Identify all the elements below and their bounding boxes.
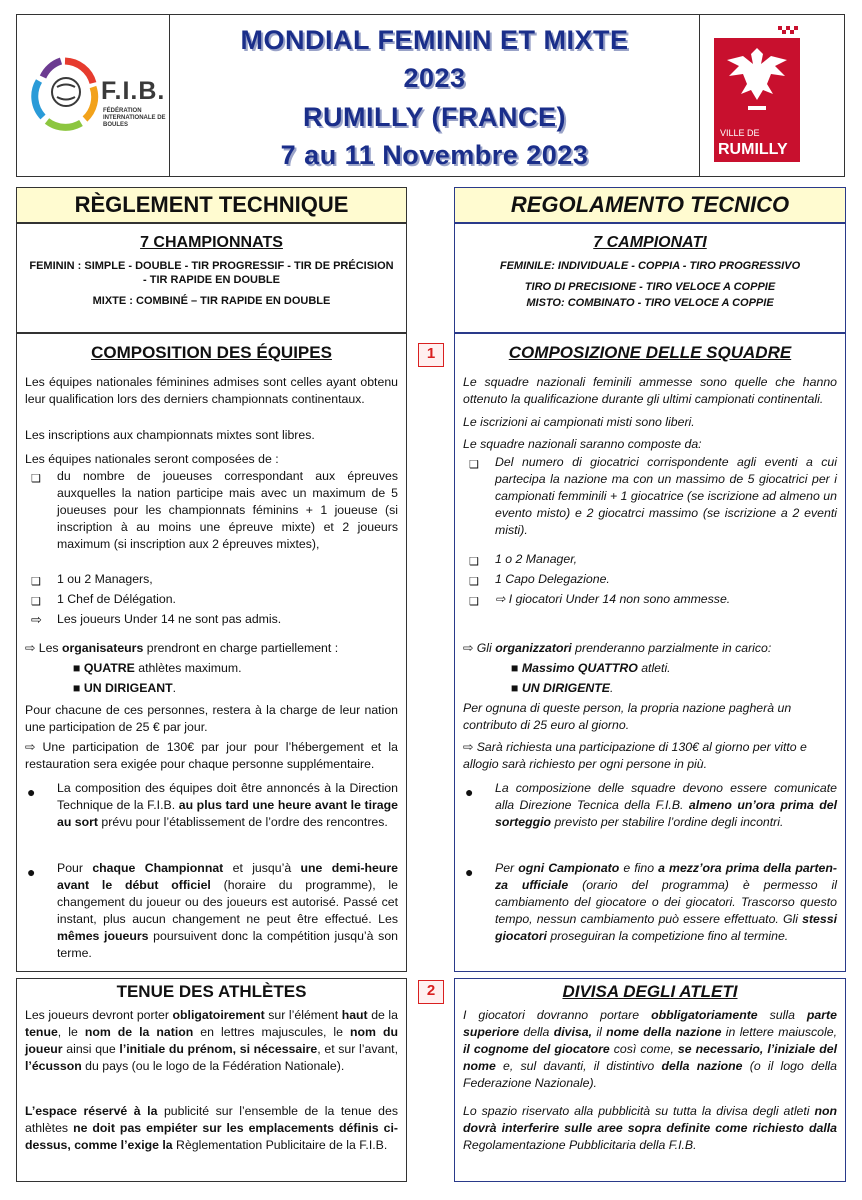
section-number-1: 1: [418, 343, 444, 367]
circle-bullet-icon: ●: [27, 784, 36, 800]
left-mixte-line: MIXTE : COMBINÉ – TIR RAPIDE EN DOUBLE: [92, 295, 331, 307]
right-organizers-line: ⇨ Gli organizzatori prenderanno parzialmente in carico:: [463, 641, 772, 655]
ville-logo-line1: VILLE DE: [720, 128, 760, 138]
right-p5: ⇨ Sarà richiesta una participazione di 130€ al giorno per vitto e allogio sarà richiesto per ogni persone in più.: [463, 740, 807, 771]
right-line1: FEMINILE: INDIVIDUALE - COPPIA - TIRO PROGRESSIVO: [499, 260, 801, 272]
right-c2: Per ogni Campionato e fino a mezz’ora prima della parten-za ufficiale (orario del programma) è permesso il cambiamento del giocatore o dei giocatori. Trascorso questo tempo, nessun cambiamento può essere effettuato. Gli stessi giocatori proseguiran la competizione fino al termine.: [495, 861, 837, 943]
checkbox-bullet-icon: ❑: [31, 473, 41, 485]
right-p1: Le squadre nazionali feminili ammesse sono quelle che hanno ottenuto la qualificazione durante gli ultimi campionati continentali.: [463, 375, 837, 406]
left-tenue-box: [16, 978, 407, 1182]
circle-bullet-icon: ●: [465, 784, 474, 800]
right-line2: TIRO DI PRECISIONE - TIRO VELOCE A COPPIE: [524, 281, 776, 293]
left-b2: 1 ou 2 Managers,: [57, 572, 153, 586]
left-p4: Pour chacune de ces personnes, restera à la charge de leur nation une participation de 25 € par jour.: [25, 703, 398, 734]
left-p5: ⇨ Une participation de 130€ par jour pour l’hébergement et la restauration sera exigée pour chaque personne supplémentaire.: [25, 740, 398, 771]
fib-logo-text: F.I.B.: [101, 77, 166, 105]
right-heading: REGOLAMENTO TECNICO: [454, 187, 846, 223]
left-organizers-line: ⇨ Les organisateurs prendront en charge partiellement :: [25, 641, 339, 655]
right-d2: Lo spazio riservato alla pubblicità su tutta la divisa degli atleti non dovrà interferire sulle aree sopra definite come richiesto dalla Regolamentazione Pubblicitaria della F.I.B.: [463, 1104, 837, 1152]
right-line3: MISTO: COMBINATO - TIRO VELOCE A COPPIE: [526, 297, 774, 309]
left-p3: Les équipes nationales seront composées de :: [25, 452, 279, 466]
right-p4: Per ognuna di queste person, la propria nazione pagherà un contributo di 25 euro al giorno.: [463, 701, 792, 732]
right-c1: La composizione delle squadre devono essere comunicate alla Direzione Tecnica della F.I.B. almeno un’ora prima del sorteggio previsto per stabilire l’ordine degli incontri.: [495, 781, 837, 829]
left-feminin-line1: FEMININ : SIMPLE - DOUBLE - TIR PROGRESSIF - TIR DE PRÉCISION: [29, 260, 394, 272]
left-p1: Les équipes nationales féminines admises sont celles ayant obtenu leur qualification lors des derniers championnats continentaux.: [25, 375, 398, 406]
checkbox-bullet-icon: ❑: [31, 576, 41, 588]
right-p3: Le squadre nazionali saranno composte da:: [463, 437, 702, 451]
left-c2: Pour chaque Championnat et jusqu’à une demi-heure avant le début officiel (horaire du programme), le changement du joueur ou des joueurs est autorisé. Passé cet instant, plus aucun changement ne peut être effectué. Les mêmes joueurs poursuivent donc la compétition jusqu’à son terme.: [57, 861, 398, 960]
left-b3: 1 Chef de Délégation.: [57, 592, 176, 606]
checkbox-bullet-icon: ❑: [469, 556, 479, 568]
right-p2: Le iscrizioni ai campionati misti sono liberi.: [463, 415, 695, 429]
title-line-3: RUMILLY (FRANCE): [303, 102, 566, 132]
left-org-item-2: ■ UN DIRIGEANT.: [73, 681, 177, 695]
ville-logo-line2: RUMILLY: [718, 141, 788, 158]
right-championships-title: 7 CAMPIONATI: [593, 234, 707, 251]
fib-subtitle: FÉDÉRATION INTERNATIONALE DE BOULES: [103, 108, 166, 128]
right-b3: 1 Capo Delegazione.: [495, 572, 610, 586]
checkbox-bullet-icon: ❑: [469, 576, 479, 588]
title-line-4: 7 au 11 Novembre 2023: [280, 140, 589, 170]
right-org-item-2: ■ UN DIRIGENTE.: [511, 681, 614, 695]
left-t2: L’espace réservé à la publicité sur l’ensemble de la tenue des athlètes ne doit pas empiéter sur les emplacements définis ci-dessus, comme l’exige la Règlementation Publicitaire de la F.I.B.: [25, 1104, 398, 1152]
fib-logo-icon: [31, 55, 99, 147]
left-tenue-title: TENUE DES ATHLÈTES: [116, 982, 307, 1001]
section-number-2: 2: [418, 980, 444, 1004]
arrow-bullet-icon: ⇨: [31, 612, 42, 627]
left-c1: La composition des équipes doit être annoncés à la Direction Technique de la F.I.B. au plus tard une heure avant le tirage au sort prévu pour l’établissement de l’ordre des rencontres.: [57, 781, 398, 829]
checkbox-bullet-icon: ❑: [469, 459, 479, 471]
left-championships-title: 7 CHAMPIONNATS: [140, 234, 283, 251]
arrow-bullet-icon: ⇨: [463, 641, 477, 655]
right-composition-title: COMPOSIZIONE DELLE SQUADRE: [508, 343, 792, 362]
right-org-item-1: ■ Massimo QUATTRO atleti.: [511, 661, 671, 675]
arrow-bullet-icon: ⇨: [25, 641, 39, 655]
ville-rumilly-logo-icon: [708, 24, 804, 166]
right-b1: Del numero di giocatrici corrispondente agli eventi a cui partecipa la nazione ma con un massimo de 5 giocatrici per i campionati femminili + 1 giocatrice (se iscrizione ad almeno un evento misto) e 2 giocatrci massimo (se iscrizione a 2 eventi misti).: [495, 455, 837, 537]
title-line-2: 2023: [403, 63, 466, 93]
right-b2: 1 o 2 Manager,: [495, 552, 578, 566]
checkbox-bullet-icon: ❑: [31, 596, 41, 608]
left-championships-box: [16, 223, 407, 333]
left-heading: RÈGLEMENT TECHNIQUE: [16, 187, 407, 223]
right-divisa-box: [454, 978, 846, 1182]
left-b1: du nombre de joueuses correspondant aux épreuves auxquelles la nation participe mais avec un maximum de 5 joueuses pour les championnats féminins + 1 joueuse (si inscription à au moins une épreuve mixte) et 2 joueurs maximum (si inscription aux 2 épreuves mixtes),: [57, 469, 398, 551]
left-org-item-1: ■ QUATRE athlètes maximum.: [73, 661, 242, 675]
right-composition-box: [454, 333, 846, 972]
right-d1: I giocatori dovranno portare obbligatoriamente sulla parte superiore della divisa, il nome della nazione in lettere maiuscole, il cognome del giocatore così come, se necessario, l’iniziale del nome e, sul davanti, il distintivo della nazione (o il logo della Federazione Nazionale).: [463, 1008, 838, 1090]
left-composition-box: [16, 333, 407, 972]
left-feminin-line2: - TIR RAPIDE EN DOUBLE: [143, 274, 280, 286]
title-line-1: MONDIAL FEMININ ET MIXTE: [240, 25, 629, 55]
right-b4: ⇨ I giocatori Under 14 non sono ammesse.: [495, 592, 731, 606]
arrow-bullet-icon: ⇨: [25, 740, 43, 754]
left-b4: Les joueurs Under 14 ne sont pas admis.: [57, 612, 282, 626]
circle-bullet-icon: ●: [465, 864, 474, 880]
checkbox-bullet-icon: ❑: [469, 596, 479, 608]
left-composition-title: COMPOSITION DES ÉQUIPES: [91, 343, 332, 362]
right-championships-box: [454, 223, 846, 333]
arrow-bullet-icon: ⇨: [463, 740, 477, 754]
arrow-bullet-icon: ⇨: [495, 592, 509, 606]
left-p2: Les inscriptions aux championnats mixtes sont libres.: [25, 428, 315, 442]
left-t1: Les joueurs devront porter obligatoirement sur l’élément haut de la tenue, le nom de la nation en lettres majuscules, le nom du joueur ainsi que l’initiale du prénom, si nécessaire, et sur l’avant, l’écusson du pays (ou le logo de la Fédération Nationale).: [25, 1008, 399, 1073]
circle-bullet-icon: ●: [27, 864, 36, 880]
right-divisa-title: DIVISA DEGLI ATLETI: [562, 982, 738, 1001]
